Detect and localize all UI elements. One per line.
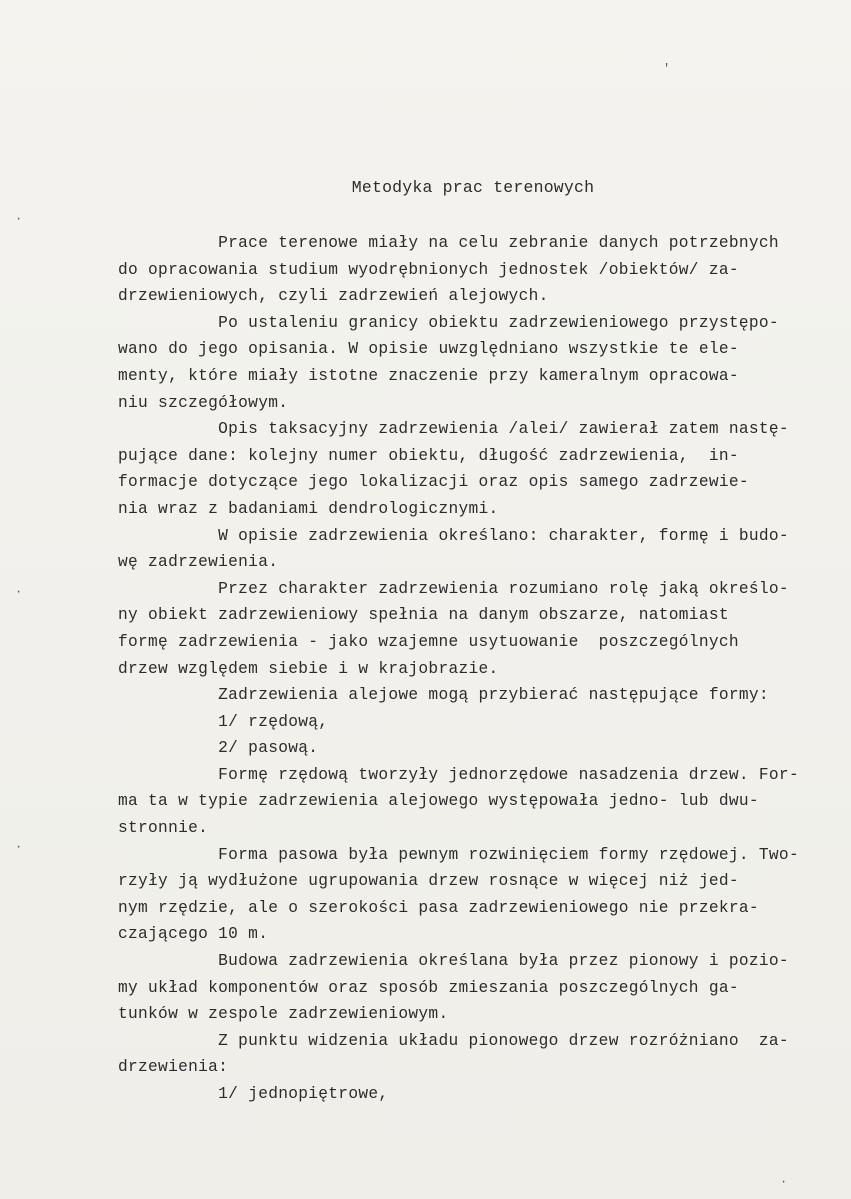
text-line: W opisie zadrzewienia określano: charakter, formę i budo- [118,526,789,545]
scan-speck: · [15,840,23,854]
text-line: Przez charakter zadrzewienia rozumiano rolę jaką określo- [118,579,789,598]
text-line: Opis taksacyjny zadrzewienia /alei/ zawierał zatem nastę- [118,420,789,439]
text-line: nia wraz z badaniami dendrologicznymi. [118,499,499,518]
text-line: pujące dane: kolejny numer obiektu, długość zadrzewienia, in- [118,446,739,465]
text-line: drzewienia: [118,1058,229,1077]
text-line: 1/ jednopiętrowe, [118,1085,389,1103]
text-line: drzew względem siebie i w krajobrazie. [118,659,499,678]
body-text [118,230,818,1108]
text-line: my układ komponentów oraz sposób zmieszania poszczególnych ga- [118,978,739,997]
scan-speck: · [15,212,23,226]
scan-speck: ' [663,62,671,76]
text-line: tunków w zespole zadrzewieniowym. [118,1005,449,1024]
text-line: czającego 10 m. [118,925,269,944]
text-line: ma ta w typie zadrzewienia alejowego występowała jedno- lub dwu- [118,792,759,811]
text-line: nym rzędzie, ale o szerokości pasa zadrzewieniowego nie przekra- [118,898,759,917]
text-line: Formę rzędową tworzyły jednorzędowe nasadzenia drzew. For- [118,765,799,784]
text-line: Prace terenowe miały na celu zebranie danych potrzebnych [118,234,779,252]
text-line: Z punktu widzenia układu pionowego drzew rozróżniano za- [118,1031,789,1050]
text-line: Zadrzewienia alejowe mogą przybierać następujące formy: [118,686,769,705]
text-line: menty, które miały istotne znaczenie przy kameralnym opracowa- [118,366,739,385]
text-line: Po ustaleniu granicy obiektu zadrzewieniowego przystępo- [118,313,779,332]
text-line: drzewieniowych, czyli zadrzewień alejowych. [118,287,549,306]
text-line: stronnie. [118,819,209,838]
text-line: 1/ rzędową, [118,712,329,731]
text-line: formę zadrzewienia - jako wzajemne usytuowanie poszczególnych [118,632,739,651]
text-line: niu szczegółowym. [118,393,289,412]
text-line: ny obiekt zadrzewieniowy spełnia na danym obszarze, natomiast [118,606,729,625]
scan-speck: · [15,585,23,599]
page-title: Metodyka prac terenowych [351,178,595,197]
text-line: wę zadrzewienia. [118,553,279,572]
text-line: do opracowania studium wyodrębnionych jednostek /obiektów/ za- [118,260,739,279]
text-line: 2/ pasową. [118,739,319,758]
text-line: Forma pasowa była pewnym rozwinięciem formy rzędowej. Two- [118,845,799,864]
text-line: formacje dotyczące jego lokalizacji oraz opis samego zadrzewie- [118,473,749,492]
text-line: rzyły ją wydłużone ugrupowania drzew rosnące w więcej niż jed- [118,872,739,891]
scan-speck: · [780,1175,788,1189]
text-line: Budowa zadrzewienia określana była przez pionowy i pozio- [118,952,789,971]
text-line: wano do jego opisania. W opisie uwzględniano wszystkie te ele- [118,340,739,359]
